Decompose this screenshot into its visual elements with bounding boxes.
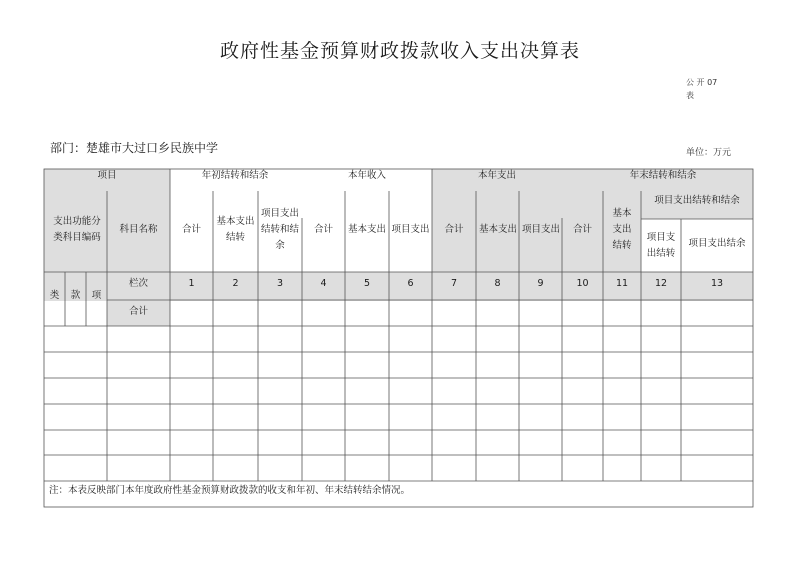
form-code-line1: 公 开 07 bbox=[686, 78, 718, 87]
footnote: 注：本表反映部门本年度政府性基金预算财政拨款的收支和年初、年末结转结余情况。 bbox=[49, 485, 411, 496]
col-num-7: 7 bbox=[450, 278, 458, 289]
header-current-expense: 本年支出 bbox=[477, 170, 516, 181]
header-opening-total: 合计 bbox=[181, 224, 201, 235]
col-num-3: 3 bbox=[276, 278, 284, 289]
header-subject-name: 科目名称 bbox=[119, 224, 158, 235]
header-kuan: 款 bbox=[70, 290, 81, 301]
header-income-total: 合计 bbox=[313, 224, 333, 235]
header-expense-total: 合计 bbox=[444, 224, 464, 235]
col-num-2: 2 bbox=[232, 278, 239, 289]
header-basic-carry: 基本支出结转 bbox=[216, 216, 255, 243]
header-column-no: 栏次 bbox=[128, 278, 148, 289]
col-num-5: 5 bbox=[363, 278, 371, 289]
col-num-4: 4 bbox=[320, 278, 327, 289]
department-label: 部门：楚雄市大过口乡民族中学 bbox=[50, 141, 219, 155]
header-project-balance: 项目支出结转和结余 bbox=[654, 195, 740, 206]
header-func-code: 支出功能分类科目编码 bbox=[53, 216, 101, 243]
header-opening-balance: 年初结转和结余 bbox=[201, 170, 269, 181]
col-num-13: 13 bbox=[710, 278, 724, 289]
header-basic-expense-income: 基本支出 bbox=[348, 224, 387, 235]
header-basic-expense-carry: 基本支出结转 bbox=[612, 208, 632, 251]
header-project-carry-balance: 项目支出结转和结余 bbox=[260, 208, 299, 251]
header-lei: 类 bbox=[49, 290, 60, 301]
unit-label: 单位：万元 bbox=[686, 148, 732, 158]
header-current-income: 本年收入 bbox=[347, 170, 386, 181]
header-project-expense-balance: 项目支出结余 bbox=[688, 238, 746, 249]
header-item: 项目 bbox=[97, 170, 117, 181]
header-closing-total: 合计 bbox=[572, 224, 592, 235]
header-closing-balance: 年末结转和结余 bbox=[629, 170, 697, 181]
col-num-12: 12 bbox=[654, 278, 668, 289]
total-row-label: 合计 bbox=[128, 306, 148, 317]
header-xiang: 项 bbox=[91, 290, 102, 301]
header-basic-expense: 基本支出 bbox=[479, 224, 518, 235]
col-num-1: 1 bbox=[188, 278, 195, 289]
report-title: 政府性基金预算财政拨款收入支出决算表 bbox=[219, 40, 580, 62]
header-project-expense-income: 项目支出 bbox=[391, 224, 430, 235]
col-num-8: 8 bbox=[494, 278, 501, 289]
col-num-9: 9 bbox=[537, 278, 544, 289]
header-project-expense-carry: 项目支出结转 bbox=[646, 232, 676, 259]
col-num-10: 10 bbox=[576, 278, 589, 289]
header-project-expense: 项目支出 bbox=[522, 224, 561, 235]
form-code-line2: 表 bbox=[686, 91, 694, 100]
col-num-11: 11 bbox=[615, 278, 629, 289]
col-num-6: 6 bbox=[407, 278, 414, 289]
